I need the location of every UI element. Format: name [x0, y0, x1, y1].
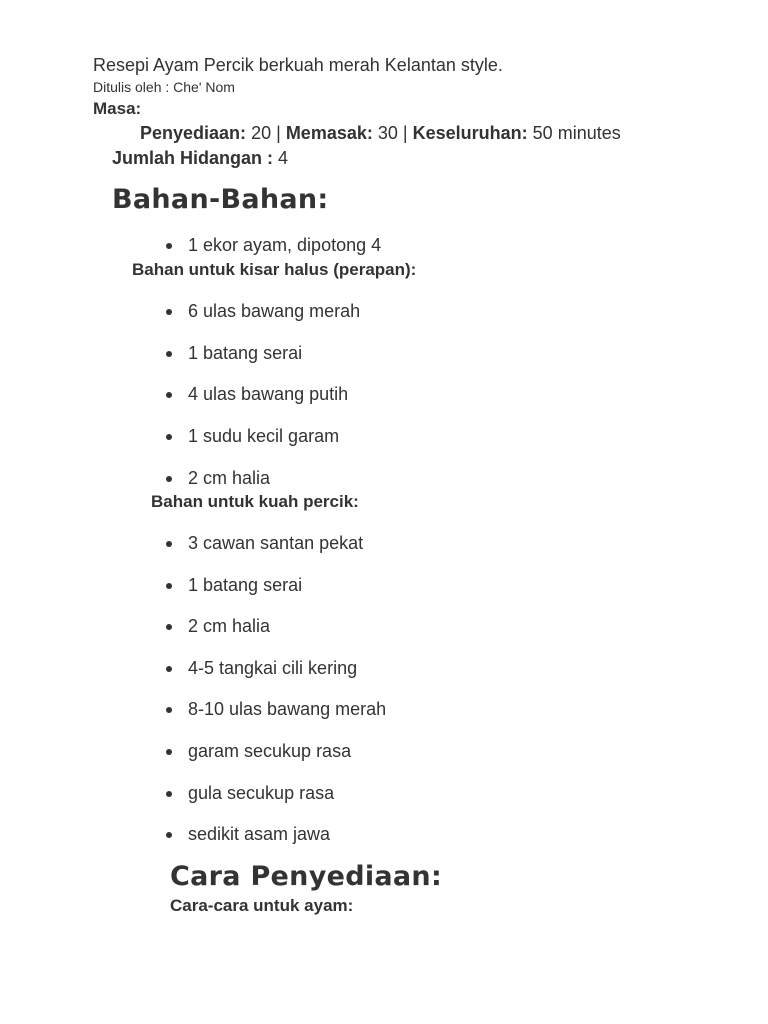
- gravy-ingredient-list: [166, 533, 386, 866]
- gravy-ingredients-heading: Bahan untuk kuah percik:: [151, 492, 359, 511]
- list-item: 4-5 tangkai cili kering: [166, 658, 386, 700]
- list-item: 2 cm halia: [166, 616, 386, 658]
- cook-label: Memasak:: [285, 123, 373, 143]
- list-item: 1 batang serai: [166, 575, 386, 617]
- list-item: 6 ulas bawang merah: [166, 301, 360, 343]
- ingredients-heading: Bahan-Bahan:: [112, 184, 329, 215]
- prep-label: Penyediaan:: [140, 123, 247, 143]
- recipe-author: Ditulis oleh : Che' Nom: [93, 79, 235, 95]
- separator: |: [276, 123, 281, 143]
- servings-label: Jumlah Hidangan :: [112, 148, 274, 168]
- list-item: 4 ulas bawang putih: [166, 384, 360, 426]
- cook-value: 30: [377, 123, 398, 143]
- method-heading: Cara Penyediaan:: [170, 861, 443, 892]
- main-ingredient-list: [166, 235, 381, 256]
- paste-ingredients-heading: Bahan untuk kisar halus (perapan):: [132, 260, 417, 279]
- list-item: 1 sudu kecil garam: [166, 426, 360, 468]
- servings-value: 4: [278, 148, 289, 168]
- servings: [112, 148, 288, 169]
- separator: |: [402, 123, 408, 143]
- list-item: gula secukup rasa: [166, 783, 386, 825]
- total-value: 50 minutes: [532, 123, 621, 143]
- list-item: 8-10 ulas bawang merah: [166, 699, 386, 741]
- time-label: Masa:: [93, 99, 142, 118]
- total-label: Keseluruhan:: [412, 123, 528, 143]
- list-item: 1 batang serai: [166, 343, 360, 385]
- list-item: 3 cawan santan pekat: [166, 533, 386, 575]
- list-item: 2 cm halia: [166, 468, 360, 510]
- chicken-method-heading: Cara-cara untuk ayam:: [170, 896, 354, 915]
- time-details: [140, 123, 621, 144]
- list-item: sedikit asam jawa: [166, 824, 386, 866]
- list-item: garam secukup rasa: [166, 741, 386, 783]
- prep-value: 20: [251, 123, 272, 143]
- recipe-title: Resepi Ayam Percik berkuah merah Kelantan style.: [93, 55, 503, 75]
- list-item: 1 ekor ayam, dipotong 4: [166, 235, 381, 256]
- paste-ingredient-list: [166, 301, 360, 509]
